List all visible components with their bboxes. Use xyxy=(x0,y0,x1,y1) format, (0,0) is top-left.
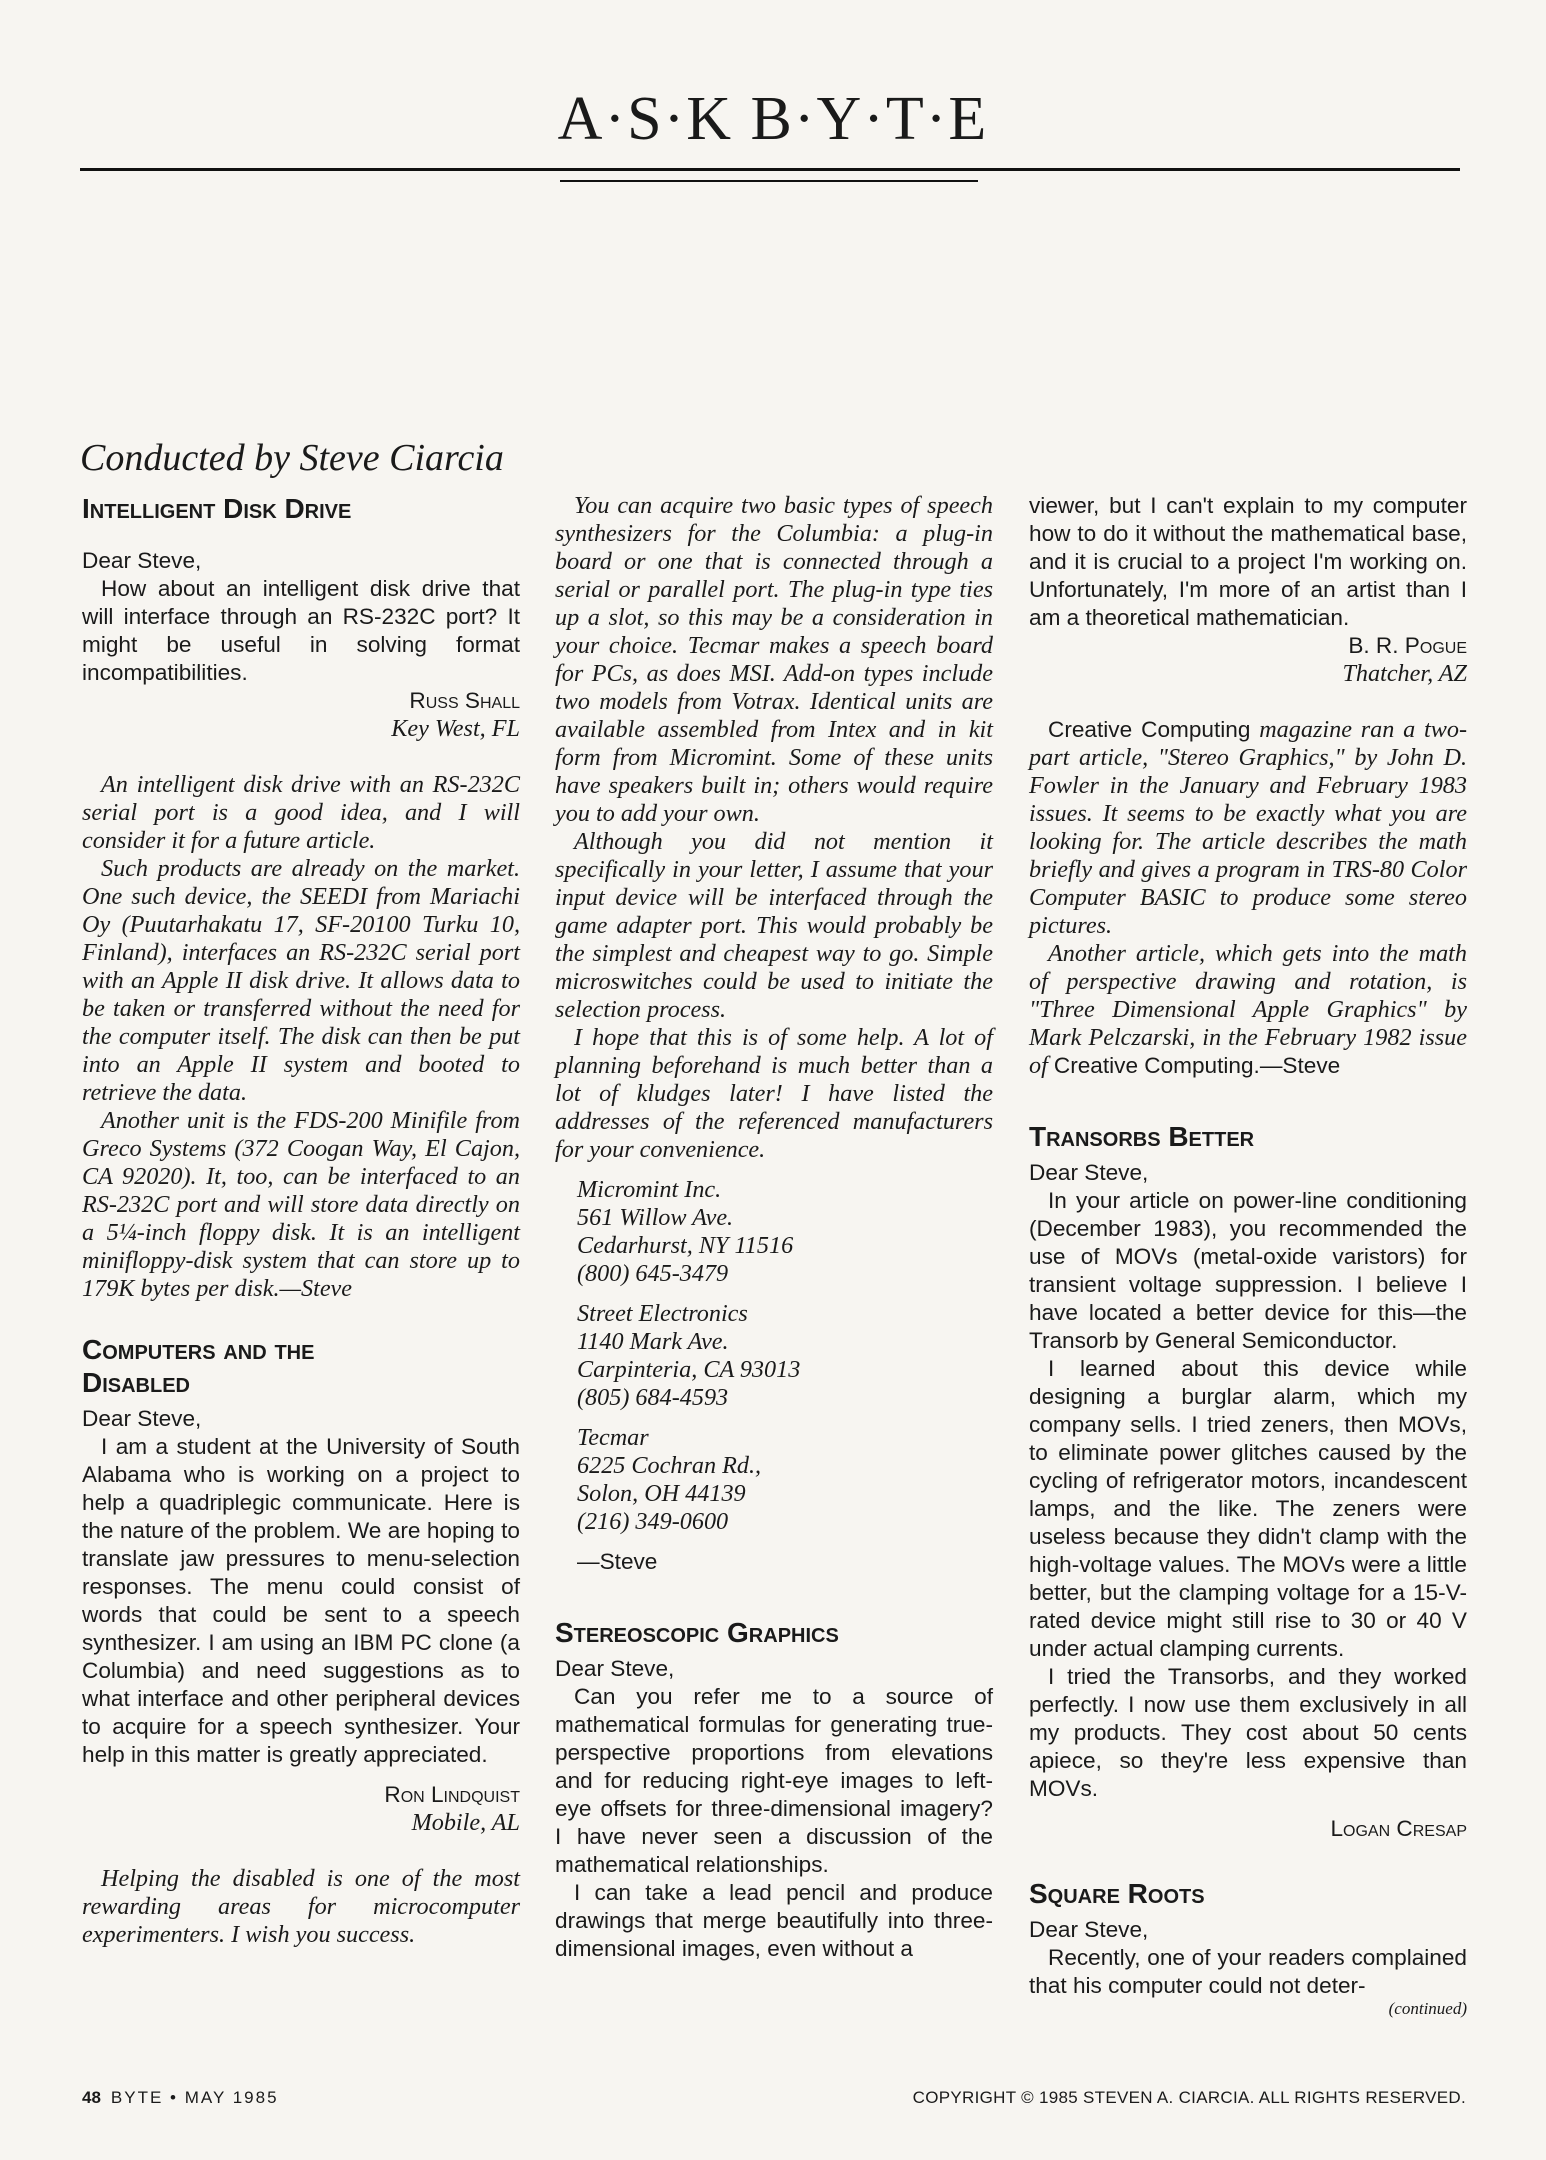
reply-signature: —Steve xyxy=(577,1549,658,1574)
section-heading-transorbs-better: Transorbs Better xyxy=(1029,1121,1255,1152)
letter-signature-place: Mobile, AL xyxy=(411,1809,520,1836)
byline: Conducted by Steve Ciarcia xyxy=(80,437,504,479)
magazine-name: Creative Computing xyxy=(1048,717,1251,742)
masthead-subrule xyxy=(560,180,978,182)
heading-line: Computers and the xyxy=(82,1334,315,1365)
masthead-rule xyxy=(80,168,1460,171)
issue-label: BYTE • MAY 1985 xyxy=(110,2088,279,2107)
letter-paragraph: Can you refer me to a source of mathematical formulas for generating true-perspective proportions from elevations and for reducing right-eye images to left-eye offsets for three-dimensional imagery? I have never seen a discussion of the mathematical relationships. xyxy=(555,1684,993,1877)
address-block-micromint xyxy=(555,1176,993,1288)
reply-paragraph xyxy=(1029,716,1467,940)
letter-paragraph: I am a student at the University of South Alabama who is working on a project to help a quadriplegic communicate. Here is the nature of the problem. We are hoping to translate jaw pressures to menu-selection responses. The menu could consist of words that could be sent to a speech synthesizer. I am using an IBM PC clone (a Columbia) and need suggestions as to what interface and other peripheral devices to acquire for a speech synthesizer. Your help in this matter is greatly appreciated. xyxy=(82,1434,520,1767)
letter-signature-name: Ron Lindquist xyxy=(384,1782,520,1807)
reply-paragraph: Such products are already on the market. One such device, the SEEDI from Mariachi Oy (Puutarhakatu 17, SF-20100 Turku 10, Finland), interfaces an RS-232C serial port with an Apple II disk drive. It allows data to be taken or transferred without the need for the computer itself. The disk can then be put into an Apple II system and booted to retrieve the data. xyxy=(82,855,520,1106)
masthead-title: A·S·K B·Y·T·E xyxy=(557,85,989,153)
address-line: 6225 Cochran Rd., xyxy=(577,1452,762,1479)
address-block-tecmar xyxy=(555,1424,993,1536)
letter-paragraph: I learned about this device while designing a burglar alarm, which my company sells. I tried zeners, then MOVs, to eliminate power glitches caused by the cycling of refrigerator motors, incandescent lamps, and the like. The zeners were useless because they didn't clamp with the high-voltage values. The MOVs were a little better, but the clamping voltage for a 15-V-rated device might still rise to 30 or 40 V under actual clamping currents. xyxy=(1029,1356,1467,1661)
address-line: (805) 684-4593 xyxy=(577,1384,729,1411)
column-2 xyxy=(555,492,993,1963)
magazine-name: Creative Computing. xyxy=(1053,1053,1260,1078)
letter-salutation: Dear Steve, xyxy=(82,1406,202,1431)
address-line: Cedarhurst, NY 11516 xyxy=(577,1232,794,1259)
letter-signature-place: Key West, FL xyxy=(391,715,520,742)
letter-salutation: Dear Steve, xyxy=(1029,1917,1149,1942)
letter-salutation: Dear Steve, xyxy=(1029,1160,1149,1185)
section-heading-square-roots: Square Roots xyxy=(1029,1878,1205,1909)
continued-marker: (continued) xyxy=(1388,1999,1467,2018)
reply-paragraph: Although you did not mention it specifically in your letter, I assume that your input device will be interfaced through the game adapter port. This would probably be the simplest and cheapest way to go. Simple microswitches could be used to initiate the selection process. xyxy=(555,828,993,1023)
address-line: (800) 645-3479 xyxy=(577,1260,729,1287)
reply-signature: —Steve xyxy=(1259,1053,1341,1078)
letter-salutation: Dear Steve, xyxy=(82,548,202,573)
section-heading-computers-disabled xyxy=(82,1333,520,1399)
address-line: 1140 Mark Ave. xyxy=(577,1328,729,1355)
address-block-street-electronics xyxy=(555,1300,993,1412)
heading-line: Disabled xyxy=(82,1367,191,1398)
address-line: 561 Willow Ave. xyxy=(577,1204,734,1231)
reply-paragraph: Helping the disabled is one of the most rewarding areas for microcomputer experimenters. I wish you success. xyxy=(82,1865,520,1948)
letter-paragraph: I tried the Transorbs, and they worked perfectly. I now use them exclusively in all my products. They cost about 50 cents apiece, so they're less expensive than MOVs. xyxy=(1029,1664,1467,1801)
letter-signature-place: Thatcher, AZ xyxy=(1342,660,1467,687)
letter-paragraph: I can take a lead pencil and produce drawings that merge beautifully into three-dimensional images, even without a xyxy=(555,1880,993,1961)
letter-signature-name: Logan Cresap xyxy=(1330,1816,1467,1841)
reply-paragraph: You can acquire two basic types of speech synthesizers for the Columbia: a plug-in board or one that is connected through a serial or parallel port. The plug-in type ties up a slot, so this may be a consideration in your choice. Tecmar makes a speech board for PCs, as does MSI. Add-on types include two models from Votrax. Identical units are available assembled from Intex and in kit form from Micromint. Some of these units have speakers built in; others would require you to add your own. xyxy=(555,492,993,827)
reply-paragraph: An intelligent disk drive with an RS-232C serial port is a good idea, and I will consider it for a future article. xyxy=(82,771,520,854)
section-heading-stereoscopic-graphics: Stereoscopic Graphics xyxy=(555,1617,839,1648)
letter-paragraph-continued: viewer, but I can't explain to my computer how to do it without the mathematical base, and it is crucial to a project I'm working on. Unfortunately, I'm more of an artist than I am a theoretical mathematician. xyxy=(1029,493,1467,630)
address-line: Tecmar xyxy=(577,1424,649,1451)
column-1 xyxy=(82,492,520,1949)
page-number: 48 xyxy=(82,2088,101,2107)
column-3 xyxy=(1029,492,1467,2018)
letter-paragraph: Recently, one of your readers complained that his computer could not deter- xyxy=(1029,1945,1467,1998)
address-line: Micromint Inc. xyxy=(577,1176,722,1203)
address-line: Street Electronics xyxy=(577,1300,748,1327)
letter-signature-name: B. R. Pogue xyxy=(1348,633,1467,658)
page-footer-left xyxy=(82,2088,279,2108)
copyright-notice: COPYRIGHT © 1985 STEVEN A. CIARCIA. ALL RIGHTS RESERVED. xyxy=(912,2088,1466,2107)
letter-paragraph: In your article on power-line conditioning (December 1983), you recommended the use of MOVs (metal-oxide varistors) for transient voltage suppression. I believe I have located a better device for this—the Transorb by General Semiconductor. xyxy=(1029,1188,1467,1353)
letter-paragraph: How about an intelligent disk drive that will interface through an RS-232C port? It might be useful in solving format incompatibilities. xyxy=(82,576,520,685)
reply-paragraph: Another unit is the FDS-200 Minifile from Greco Systems (372 Coogan Way, El Cajon, CA 92020). It, too, can be interfaced to an RS-232C port and will store data directly on a 5¼-inch floppy disk. It is an intelligent minifloppy-disk system that can store up to 179K bytes per disk.—Steve xyxy=(82,1107,520,1302)
address-line: (216) 349-0600 xyxy=(577,1508,729,1535)
address-line: Carpinteria, CA 93013 xyxy=(577,1356,801,1383)
section-heading-intelligent-disk-drive: Intelligent Disk Drive xyxy=(82,493,352,524)
reply-text: Another article, which gets into the math of perspective drawing and rotation, is "Three Dimensional Apple Graphics" by Mark Pelczarski, in the February 1982 issue of xyxy=(1029,940,1467,1079)
reply-paragraph xyxy=(1029,940,1467,1080)
letter-signature-name: Russ Shall xyxy=(409,688,520,713)
address-line: Solon, OH 44139 xyxy=(577,1480,746,1507)
reply-paragraph: I hope that this is of some help. A lot of planning beforehand is much better than a lot of kludges later! I have listed the addresses of the referenced manufacturers for your convenience. xyxy=(555,1024,993,1163)
letter-salutation: Dear Steve, xyxy=(555,1656,675,1681)
reply-text: magazine ran a two-part article, "Stereo Graphics," by John D. Fowler in the January and February 1983 issues. It seems to be exactly what you are looking for. The article describes the math briefly and gives a program in TRS-80 Color Computer BASIC to produce some stereo pictures. xyxy=(1029,716,1468,939)
